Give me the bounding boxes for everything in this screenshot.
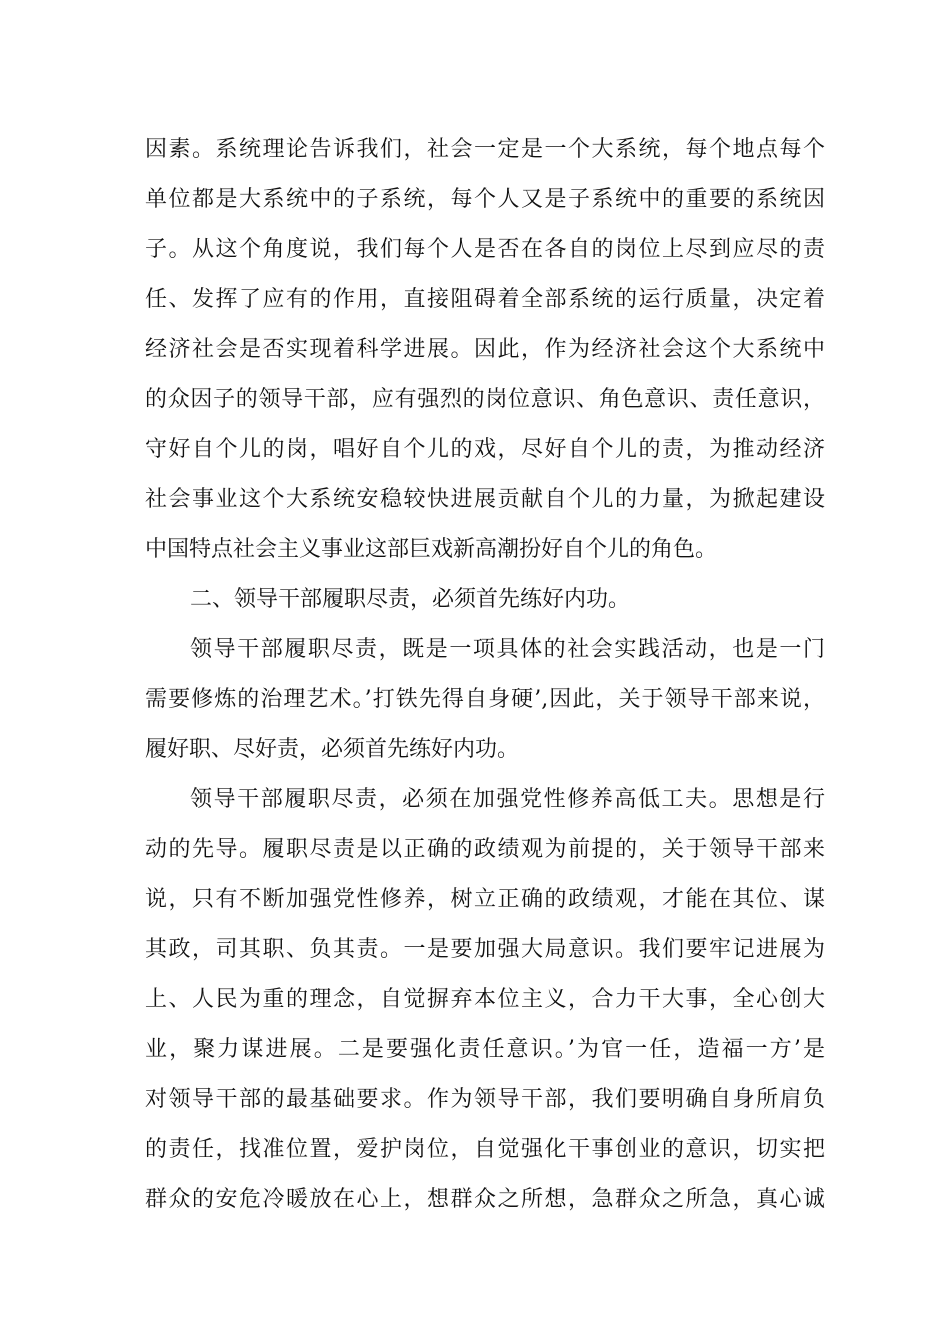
text-line: 对领导干部的最基础要求。作为领导干部，我们要明确自身所肩负 — [145, 1087, 825, 1112]
text-line: 因素。系统理论告诉我们，社会一定是一个大系统，每个地点每个 — [145, 137, 825, 162]
text-line: 社会事业这个大系统安稳较快进展贡献自个儿的力量，为掀起建设 — [145, 487, 825, 512]
text-line: 履好职、尽好责，必须首先练好内功。 — [145, 737, 520, 762]
text-line: 的责任，找准位置，爱护岗位，自觉强化干事创业的意识，切实把 — [145, 1137, 825, 1162]
text-line: 领导干部履职尽责，既是一项具体的社会实践活动，也是一门 — [190, 637, 825, 662]
text-line: 其政，司其职、负其责。一是要加强大局意识。我们要牢记进展为 — [145, 937, 825, 962]
text-line: 说，只有不断加强党性修养，树立正确的政绩观，才能在其位、谋 — [145, 887, 825, 912]
section-heading: 二、领导干部履职尽责，必须首先练好内功。 — [190, 587, 631, 612]
text-line: 中国特点社会主义事业这部巨戏新高潮扮好自个儿的角色。 — [145, 537, 718, 562]
text-line: 上、人民为重的理念，自觉摒弃本位主义，合力干大事，全心创大 — [145, 987, 825, 1012]
text-line: 子。从这个角度说，我们每个人是否在各自的岗位上尽到应尽的责 — [145, 237, 825, 262]
text-line: 动的先导。履职尽责是以正确的政绩观为前提的，关于领导干部来 — [145, 837, 825, 862]
text-line: 任、发挥了应有的作用，直接阻碍着全部系统的运行质量，决定着 — [145, 287, 825, 312]
text-line: 领导干部履职尽责，必须在加强党性修养高低工夫。思想是行 — [190, 787, 825, 812]
text-line: 群众的安危冷暖放在心上，想群众之所想，急群众之所急，真心诚 — [145, 1187, 825, 1212]
text-line: 单位都是大系统中的子系统，每个人又是子系统中的重要的系统因 — [145, 187, 825, 212]
text-line: 经济社会是否实现着科学进展。因此，作为经济社会这个大系统中 — [145, 337, 825, 362]
text-line: 业，聚力谋进展。二是要强化责任意识。’为官一任，造福一方’是 — [145, 1037, 825, 1062]
text-line: 需要修炼的治理艺术。’打铁先得自身硬’,因此，关于领导干部来说， — [145, 687, 825, 712]
text-line: 的众因子的领导干部，应有强烈的岗位意识、角色意识、责任意识， — [145, 387, 825, 412]
text-line: 守好自个儿的岗，唱好自个儿的戏，尽好自个儿的责，为推动经济 — [145, 437, 825, 462]
